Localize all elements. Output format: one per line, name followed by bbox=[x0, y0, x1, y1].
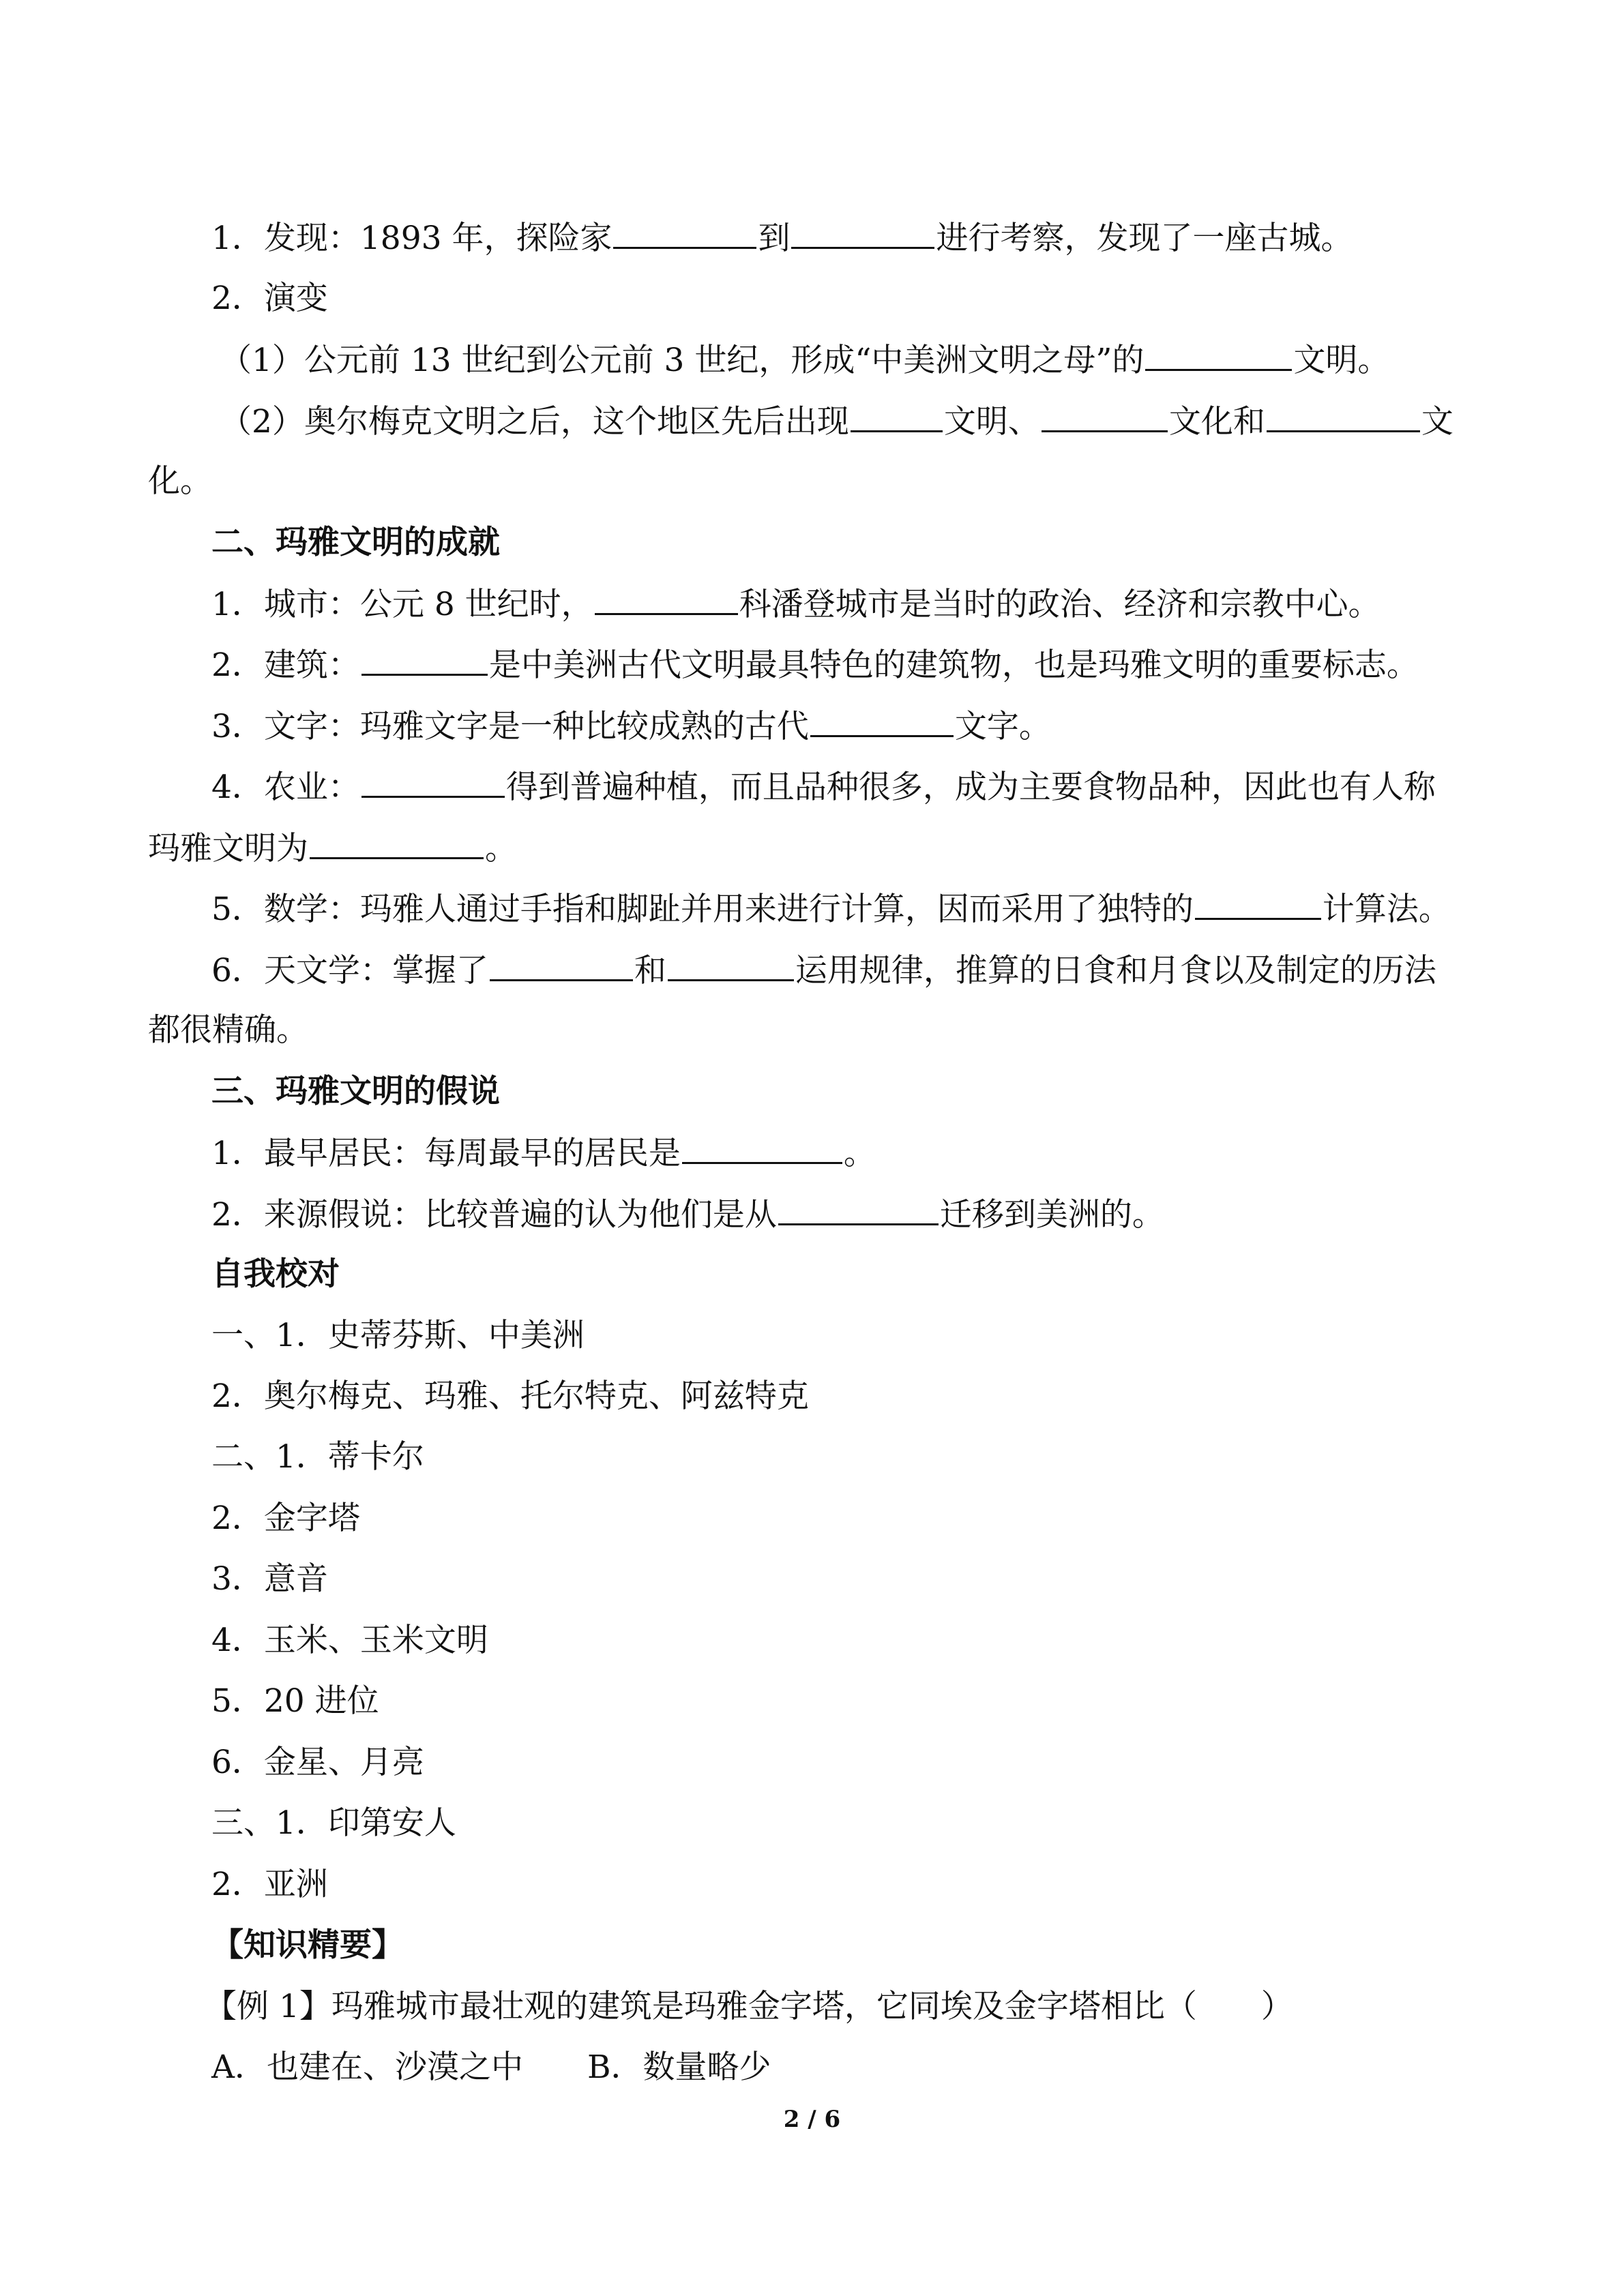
blank-civilization-name bbox=[310, 827, 484, 859]
answer-line: 2．奥尔梅克、玛雅、托尔特克、阿兹特克 bbox=[211, 1377, 809, 1415]
answer-line: 2．亚洲 bbox=[211, 1866, 328, 1903]
section-heading-hypothesis: 三、玛雅文明的假说 bbox=[211, 1073, 500, 1110]
answer-line: 2．金字塔 bbox=[211, 1500, 360, 1537]
blank-olmec bbox=[1145, 339, 1292, 371]
blank-writing bbox=[810, 705, 954, 737]
blank-numeral-system bbox=[1195, 888, 1321, 920]
answers-heading: 自我校对 bbox=[211, 1255, 340, 1293]
page-number: 2 / 6 bbox=[783, 2106, 841, 2133]
example-1-options: A．也建在、沙漠之中 B．数量略少 bbox=[211, 2048, 771, 2086]
achievement-astronomy: 6．天文学：掌握了 和 运用规律，推算的日食和月食以及制定的历法 bbox=[0, 949, 1624, 992]
evolution-item-2-cont: 化。 bbox=[148, 462, 212, 500]
hypothesis-residents: 1．最早居民：每周最早的居民是 。 bbox=[0, 1132, 1624, 1174]
achievement-writing: 3．文字：玛雅文字是一种比较成熟的古代 文字。 bbox=[0, 705, 1624, 747]
blank-residents bbox=[682, 1132, 842, 1164]
blank-culture-1 bbox=[1042, 400, 1168, 432]
answer-line: 6．金星、月亮 bbox=[211, 1744, 424, 1781]
achievement-city: 1．城市：公元 8 世纪时， 科潘登城市是当时的政治、经济和宗教中心。 bbox=[0, 583, 1624, 625]
achievement-agriculture-cont: 玛雅文明为 。 bbox=[0, 827, 1624, 869]
achievement-architecture: 2．建筑： 是中美洲古代文明最具特色的建筑物，也是玛雅文明的重要标志。 bbox=[0, 644, 1624, 686]
evolution-item-2: （2）奥尔梅克文明之后，这个地区先后出现 文明、 文化和 文 bbox=[0, 400, 1624, 443]
blank-city bbox=[595, 583, 738, 615]
discovery-line: 1．发现：1893 年，探险家 到 进行考察，发现了一座古城。 bbox=[0, 217, 1624, 259]
answer-line: 三、1．印第安人 bbox=[211, 1804, 456, 1842]
evolution-heading: 2．演变 bbox=[211, 280, 328, 317]
blank-planet bbox=[490, 949, 633, 981]
achievement-math: 5．数学：玛雅人通过手指和脚趾并用来进行计算，因而采用了独特的 计算法。 bbox=[0, 888, 1624, 930]
answer-line: 4．玉米、玉米文明 bbox=[211, 1622, 488, 1659]
hypothesis-origin: 2．来源假说：比较普遍的认为他们是从 迁移到美洲的。 bbox=[0, 1193, 1624, 1236]
blank-crop bbox=[361, 766, 505, 798]
evolution-item-1: （1）公元前 13 世纪到公元前 3 世纪，形成“中美洲文明之母”的 文明。 bbox=[0, 339, 1624, 381]
answer-line: 5．20 进位 bbox=[211, 1682, 379, 1720]
answer-line: 3．意音 bbox=[211, 1560, 328, 1598]
blank-origin bbox=[778, 1193, 939, 1225]
blank-moon bbox=[668, 949, 794, 981]
achievement-agriculture: 4．农业： 得到普遍种植，而且品种很多，成为主要食物品种，因此也有人称 bbox=[0, 766, 1624, 808]
blank-civilization bbox=[851, 400, 943, 432]
blank-architecture bbox=[361, 644, 488, 676]
blank-region bbox=[791, 217, 934, 249]
knowledge-heading: 【知识精要】 bbox=[211, 1926, 404, 1964]
answer-line: 二、1．蒂卡尔 bbox=[211, 1438, 424, 1476]
section-heading-achievements: 二、玛雅文明的成就 bbox=[211, 524, 500, 561]
achievement-astronomy-cont: 都很精确。 bbox=[148, 1011, 308, 1049]
example-1-question: 【例 1】玛雅城市最壮观的建筑是玛雅金字塔，它同埃及金字塔相比（ ） bbox=[205, 1988, 1293, 2025]
blank-explorer bbox=[613, 217, 756, 249]
answer-line: 一、1．史蒂芬斯、中美洲 bbox=[211, 1317, 585, 1354]
blank-culture-2 bbox=[1267, 400, 1420, 432]
